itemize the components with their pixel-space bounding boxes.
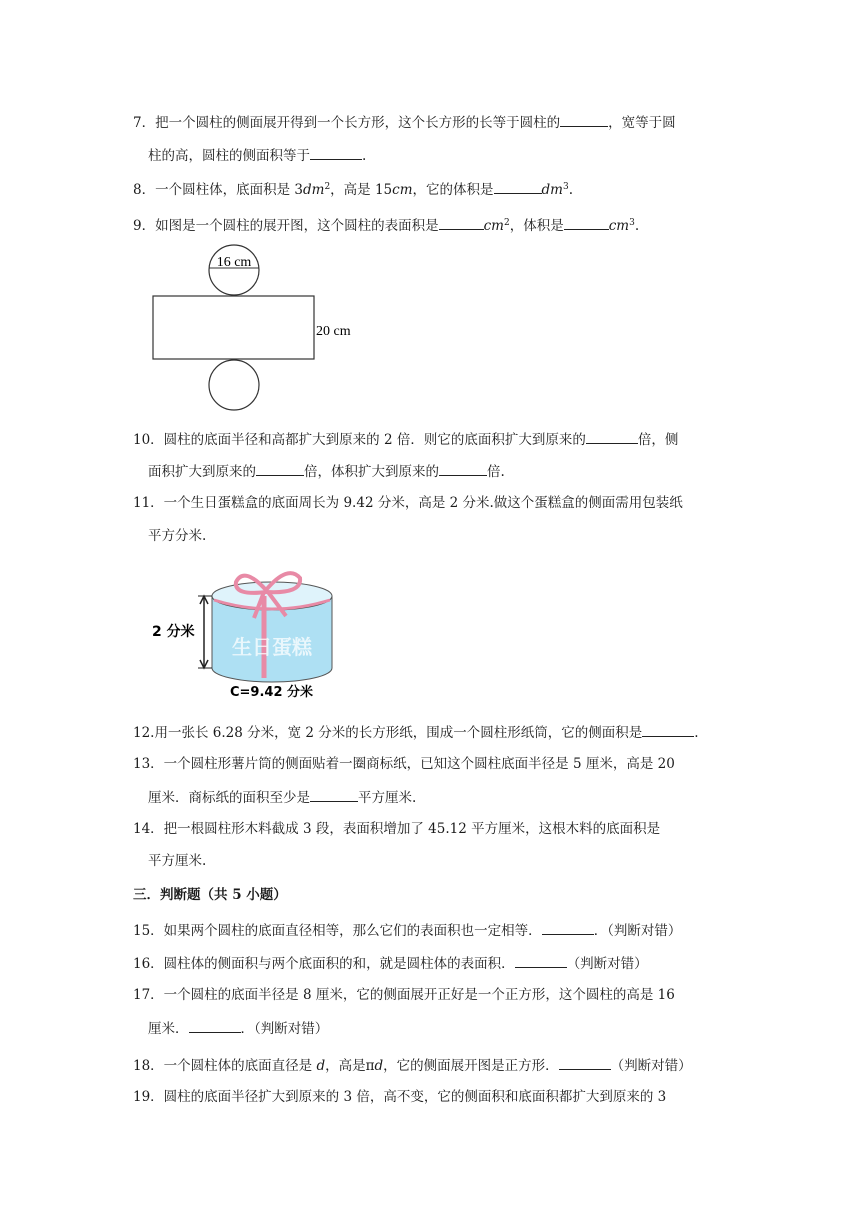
text: 柱的高，圆柱的侧面积等于 [148, 148, 310, 164]
text: ，它的侧面展开图是正方形． [383, 1058, 559, 1074]
answer-blank[interactable] [189, 1018, 241, 1033]
text: 平方分米. [148, 528, 207, 544]
answer-blank[interactable] [310, 145, 362, 160]
question-11-line-2 [148, 527, 206, 545]
answer-blank[interactable] [494, 179, 542, 194]
text: （判断对错） [610, 1058, 692, 1074]
answer-blank[interactable] [586, 429, 638, 444]
text: 倍，侧 [637, 432, 679, 448]
unit: cm [483, 218, 504, 234]
text: 倍. [487, 464, 505, 480]
unit: cm [392, 182, 413, 198]
height-label: 2 分米 [152, 624, 195, 640]
question-7-line-1 [133, 112, 676, 132]
text: 18．一个圆柱体的底面直径是 [133, 1058, 317, 1074]
question-16 [133, 953, 648, 973]
text: 8．一个圆柱体，底面积是 3 [133, 182, 303, 198]
text: 16．圆柱体的侧面积与两个底面积的和，就是圆柱体的表面积． [133, 956, 515, 972]
question-13-line-2 [148, 787, 416, 807]
text: ，高是π [325, 1058, 375, 1074]
variable: d [316, 1058, 326, 1074]
answer-blank[interactable] [542, 920, 594, 935]
text: 平方厘米. [358, 790, 417, 806]
question-14-line-1 [133, 820, 660, 838]
question-17-line-2 [148, 1018, 328, 1038]
text: . [568, 182, 574, 198]
unit: dm [541, 182, 563, 198]
height-label: 20 cm [316, 324, 351, 339]
answer-blank[interactable] [310, 787, 358, 802]
text: ，体积是 [509, 218, 564, 234]
bottom-circle [209, 360, 259, 410]
text: 9．如图是一个圆柱的展开图，这个圆柱的表面积是 [133, 218, 439, 234]
unit: dm [302, 182, 325, 198]
top-circle [209, 245, 259, 295]
text: ．（判断对错） [593, 923, 682, 939]
text: 13．一个圆柱形薯片筒的侧面贴着一圈商标纸，已知这个圆柱底面半径是 5 厘米，高是 20 [133, 756, 675, 772]
text: 倍，体积扩大到原来的 [304, 464, 439, 480]
question-11-line-1 [133, 494, 683, 512]
circumference-label: C=9.42 分米 [230, 685, 314, 700]
text: 平方厘米. [148, 853, 207, 869]
text: ．（判断对错） [240, 1021, 329, 1037]
question-8: 8．一个圆柱体，底面积是 $3dm^2$，高是 15cm，它的体积是 $dm^3$. [133, 178, 573, 199]
text: . [362, 148, 367, 164]
text: ，它的体积是 [412, 182, 494, 198]
question-12 [133, 722, 699, 742]
text: 厘米． [148, 1021, 189, 1037]
text: 10．圆柱的底面半径和高都扩大到原来的 2 倍．则它的底面积扩大到原来的 [133, 432, 586, 448]
diameter-label: 16 cm [216, 255, 252, 270]
question-19-line-1 [133, 1088, 666, 1106]
text: 7．把一个圆柱的侧面展开得到一个长方形，这个长方形的长等于圆柱的 [133, 115, 561, 131]
cake-box-figure [148, 562, 348, 707]
answer-blank[interactable] [256, 461, 304, 476]
answer-blank[interactable] [642, 722, 694, 737]
answer-blank[interactable] [560, 112, 608, 127]
text: 17．一个圆柱的底面半径是 8 厘米，它的侧面展开正好是一个正方形，这个圆柱的高是 16 [133, 987, 675, 1003]
text: . [694, 725, 699, 741]
section-heading: 三．判断题（共 5 小题） [133, 887, 287, 903]
text: 12.用一张长 6.28 分米，宽 2 分米的长方形纸，围成一个圆柱形纸筒，它的侧面积是 [133, 725, 643, 741]
question-15 [133, 920, 681, 940]
question-17-line-1 [133, 986, 675, 1004]
text: . [634, 218, 640, 234]
text: 15．如果两个圆柱的底面直径相等，那么它们的表面积也一定相等． [133, 923, 542, 939]
text: 19．圆柱的底面半径扩大到原来的 3 倍，高不变，它的侧面积和底面积都扩大到原来的 3 [133, 1089, 667, 1105]
box-text: 生日蛋糕 [232, 635, 312, 659]
question-13-line-1 [133, 755, 675, 773]
answer-blank[interactable] [515, 953, 567, 968]
cylinder-net-figure [148, 244, 363, 414]
text: 厘米．商标纸的面积至少是 [148, 790, 310, 806]
question-18 [133, 1055, 692, 1075]
side-rectangle [153, 296, 314, 359]
question-7-line-2 [148, 145, 366, 165]
answer-blank[interactable] [559, 1055, 611, 1070]
text: 面积扩大到原来的 [148, 464, 256, 480]
question-9: 9．如图是一个圆柱的展开图，这个圆柱的表面积是 $cm^2$，体积是 $cm^3$. [133, 214, 639, 235]
text: 11．一个生日蛋糕盒的底面周长为 9.42 分米，高是 2 分米.做这个蛋糕盒的侧面需用包装纸 [133, 495, 683, 511]
variable: d [374, 1058, 384, 1074]
question-14-line-2 [148, 852, 206, 870]
answer-blank[interactable] [439, 215, 484, 230]
question-10-line-1 [133, 429, 678, 449]
text: 14．把一根圆柱形木料截成 3 段，表面积增加了 45.12 平方厘米，这根木料的底面积是 [133, 821, 661, 837]
question-10-line-2 [148, 461, 505, 481]
text: （判断对错） [566, 956, 648, 972]
text: ，宽等于圆 [608, 115, 676, 131]
answer-blank[interactable] [439, 461, 487, 476]
answer-blank[interactable] [564, 215, 609, 230]
text: ，高是 15 [330, 182, 393, 198]
unit: cm [608, 218, 630, 234]
